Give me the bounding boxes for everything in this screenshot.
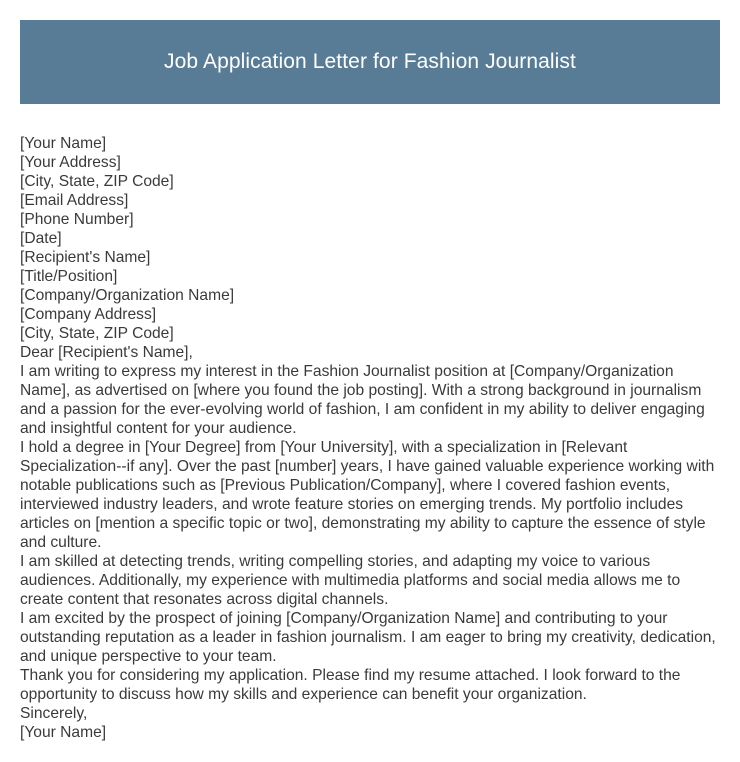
recipient-name: [Recipient's Name] [20,249,151,266]
paragraph-thanks: Thank you for considering my application. Please find my resume attached. I look forward to the opportunity to discuss how my skills and experience can benefit your organization. [20,667,681,703]
sender-phone: [Phone Number] [20,211,134,228]
recipient-title: [Title/Position] [20,268,118,285]
recipient-company-address: [Company Address] [20,306,157,323]
letter-date: [Date] [20,230,62,247]
recipient-company: [Company/Organization Name] [20,287,235,304]
title-banner [20,20,720,104]
letter-body [20,134,723,742]
sender-address: [Your Address] [20,154,121,171]
sender-city-state-zip: [City, State, ZIP Code] [20,173,174,190]
sender-name: [Your Name] [20,135,107,152]
paragraph-background: I hold a degree in [Your Degree] from [Your University], with a specialization in [Relevant Specialization--if any]. Over the past [number] years, I have gained valuable experience working with notable publications such as [Previous Publication/Company], where I covered fashion events, interviewed industry leaders, and wrote feature stories on emerging trends. My portfolio includes articles on [mention a specific topic or two], demonstrating my ability to capture the essence of style and culture. [20,439,715,551]
paragraph-motivation: I am excited by the prospect of joining [Company/Organization Name] and contributing to your outstanding reputation as a leader in fashion journalism. I am eager to bring my creativity, dedication, and unique perspective to your team. [20,610,716,665]
closing: Sincerely, [20,705,88,722]
page-title: Job Application Letter for Fashion Journalist [164,50,576,73]
salutation: Dear [Recipient's Name], [20,344,193,361]
recipient-city-state-zip: [City, State, ZIP Code] [20,325,174,342]
paragraph-intro: I am writing to express my interest in the Fashion Journalist position at [Company/Organization Name], as advertised on [where you found the job posting]. With a strong background in journalism and a passion for the ever-evolving world of fashion, I am confident in my ability to deliver engaging and insightful content for your audience. [20,363,705,437]
sender-email: [Email Address] [20,192,129,209]
paragraph-skills: I am skilled at detecting trends, writing compelling stories, and adapting my voice to various audiences. Additionally, my experience with multimedia platforms and social media allows me to create content that resonates across digital channels. [20,553,681,608]
signature: [Your Name] [20,724,107,741]
